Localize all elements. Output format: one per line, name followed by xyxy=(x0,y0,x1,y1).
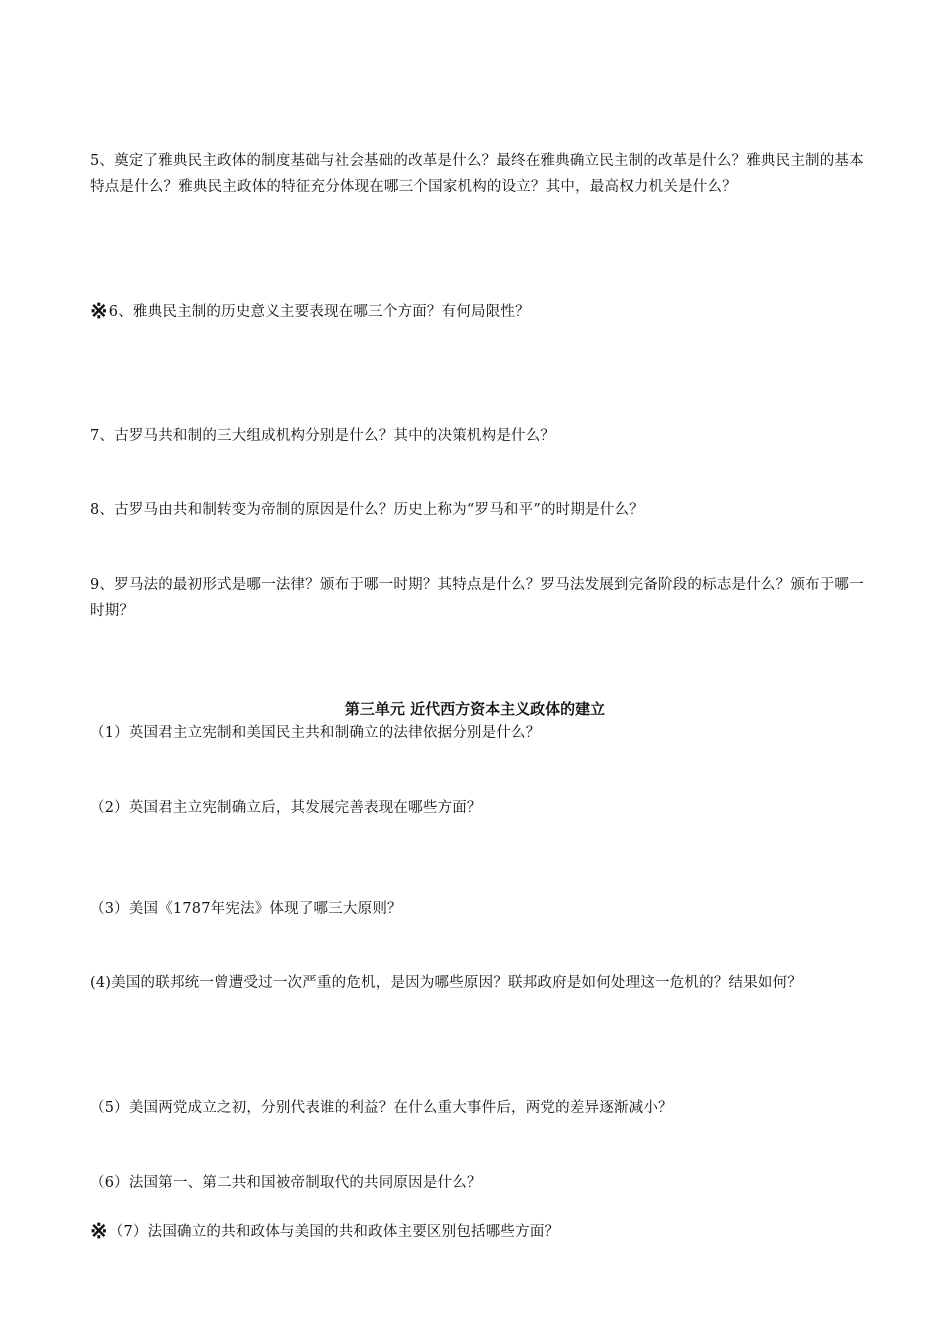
important-mark: ※ xyxy=(90,1218,108,1243)
unit-3-question-4-text: (4)美国的联邦统一曾遭受过一次严重的危机，是因为哪些原因？联邦政府是如何处理这一危机的？结果如何？ xyxy=(90,975,803,991)
question-9 xyxy=(90,572,865,624)
unit-3-question-6-text: （6）法国第一、第二共和国被帝制取代的共同原因是什么？ xyxy=(90,1175,482,1191)
question-9-text: 9、罗马法的最初形式是哪一法律？颁布于哪一时期？其特点是什么？罗马法发展到完备阶段的标志是什么？颁布于哪一时期？ xyxy=(90,577,864,619)
question-6 xyxy=(90,298,865,325)
important-mark: ※ xyxy=(90,298,108,323)
unit-3-question-3-text: （3）美国《1787年宪法》体现了哪三大原则？ xyxy=(90,901,402,917)
question-5 xyxy=(90,148,865,200)
unit-3-question-1 xyxy=(90,720,865,746)
unit-3-question-4 xyxy=(90,970,865,996)
unit-3-question-2-text: （2）英国君主立宪制确立后，其发展完善表现在哪些方面？ xyxy=(90,800,482,816)
unit-3-question-5-text: （5）美国两党成立之初，分别代表谁的利益？在什么重大事件后，两党的差异逐渐减小？ xyxy=(90,1100,673,1116)
unit-3-heading: 第三单元 近代西方资本主义政体的建立 xyxy=(344,700,606,718)
unit-3-question-6 xyxy=(90,1170,865,1196)
unit-3-question-1-text: （1）英国君主立宪制和美国民主共和制确立的法律依据分别是什么？ xyxy=(90,725,541,741)
question-8 xyxy=(90,497,865,523)
unit-3-question-7 xyxy=(90,1218,865,1245)
unit-3-question-7-text: （7）法国确立的共和政体与美国的共和政体主要区别包括哪些方面？ xyxy=(108,1224,560,1240)
question-7 xyxy=(90,423,865,449)
unit-3-question-5 xyxy=(90,1095,865,1121)
question-6-text: 6、雅典民主制的历史意义主要表现在哪三个方面？有何局限性？ xyxy=(108,304,530,320)
question-7-text: 7、古罗马共和制的三大组成机构分别是什么？其中的决策机构是什么？ xyxy=(90,428,556,444)
question-8-text: 8、古罗马由共和制转变为帝制的原因是什么？历史上称为“罗马和平”的时期是什么？ xyxy=(90,502,644,518)
unit-3-question-3 xyxy=(90,896,865,922)
question-5-text: 5、奠定了雅典民主政体的制度基础与社会基础的改革是什么？最终在雅典确立民主制的改革是什么？雅典民主制的基本特点是什么？雅典民主政体的特征充分体现在哪三个国家机构的设立？其中，最高权力机关是什么？ xyxy=(90,153,864,195)
unit-3-question-2 xyxy=(90,795,865,821)
